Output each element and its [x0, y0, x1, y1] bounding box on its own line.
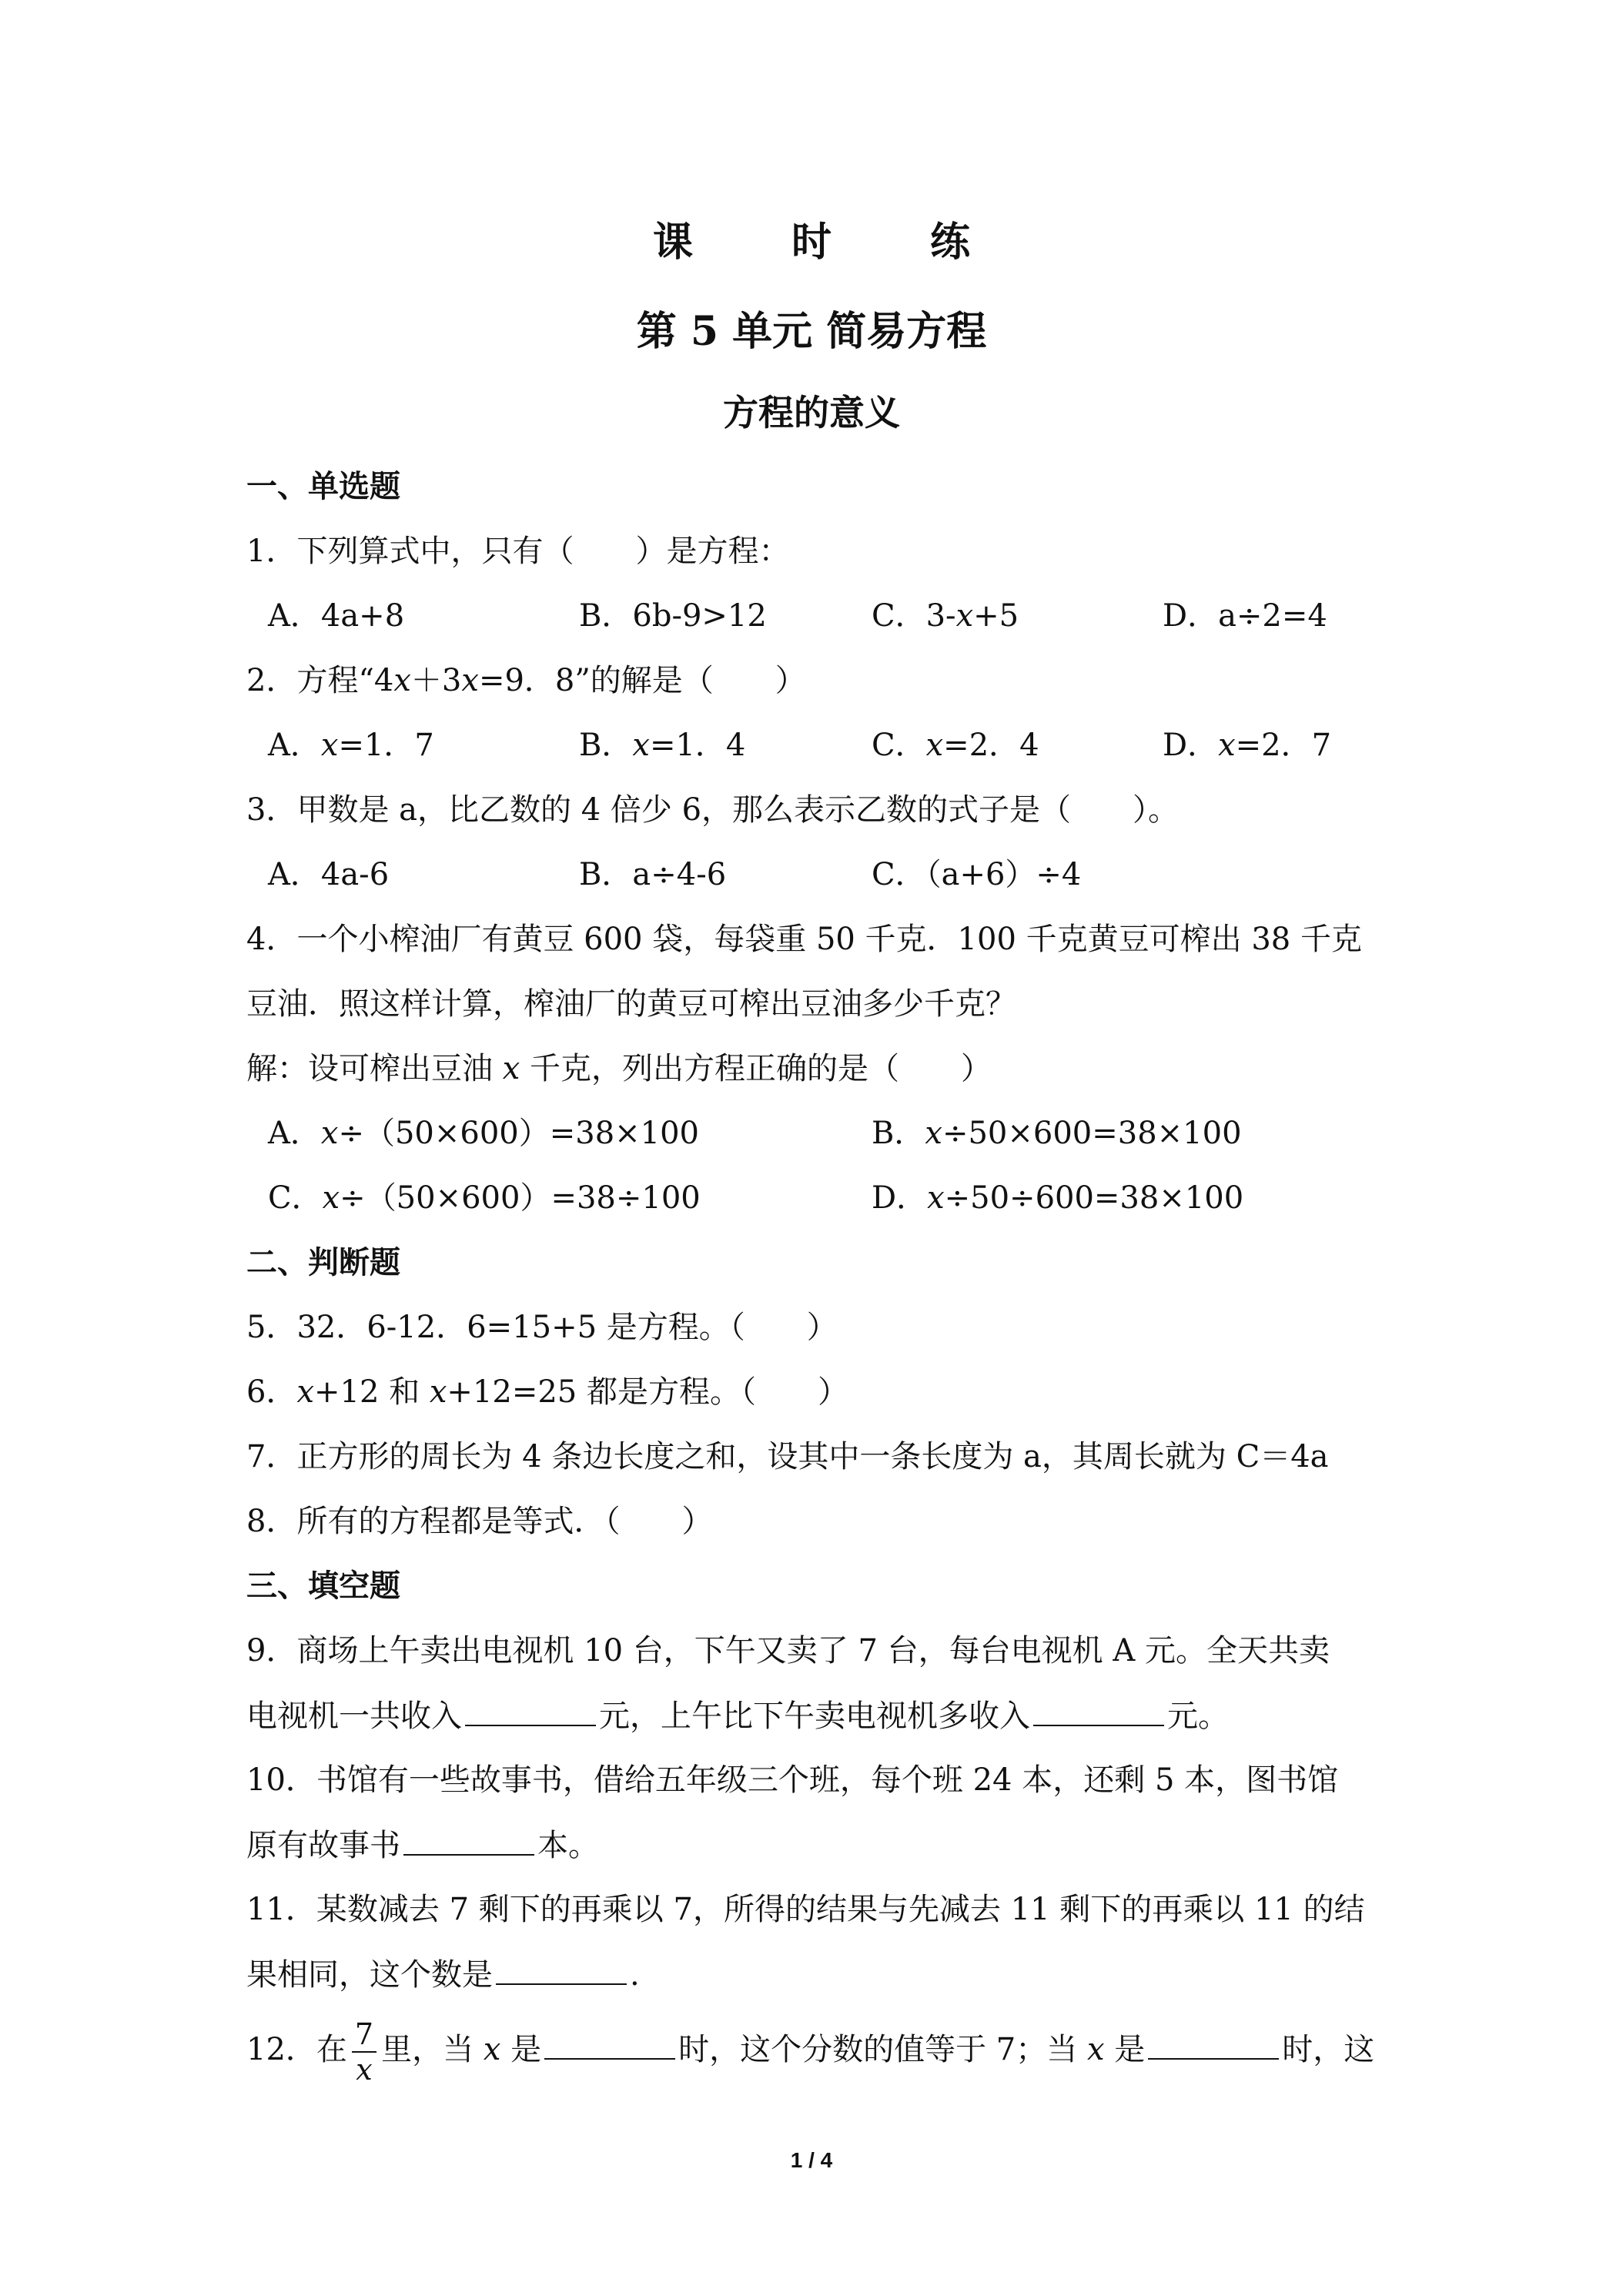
q2-option-a: A．x=1．7: [268, 728, 434, 763]
question-4-line-1: 4．一个小榨油厂有黄豆 600 袋，每袋重 50 千克．100 千克黄豆可榨出 38 千克: [246, 922, 1362, 957]
q1-option-a: A．4a+8: [268, 598, 405, 634]
q1-option-c: C．3-x+5: [872, 598, 1019, 634]
answer-blank[interactable]: [465, 1694, 596, 1726]
answer-blank[interactable]: [496, 1953, 627, 1985]
question-2-stem: 2．方程“4x＋3x=9．8”的解是（ ）: [246, 663, 806, 698]
unit-title: 第 5 单元 简易方程: [636, 308, 987, 355]
question-1-stem: 1．下列算式中，只有（ ）是方程：: [246, 534, 790, 569]
q4-option-a: A．x÷（50×600）=38×100: [268, 1116, 700, 1151]
question-9-line-1: 9．商场上午卖出电视机 10 台，下午又卖了 7 台，每台电视机 A 元。全天共卖: [246, 1633, 1330, 1668]
question-4-line-2: 豆油．照这样计算，榨油厂的黄豆可榨出豆油多少千克？: [246, 986, 1016, 1022]
section-heading-fill-blank: 三、填空题: [246, 1568, 400, 1604]
question-11-line-2: 果相同，这个数是 .: [246, 1953, 640, 1996]
q3-option-a: A．4a-6: [268, 857, 390, 892]
answer-blank[interactable]: [403, 1823, 534, 1856]
page-number: 1 / 4: [790, 2148, 833, 2172]
question-8: 8．所有的方程都是等式．（ ）: [246, 1504, 713, 1539]
q2-option-d: D．x=2．7: [1163, 728, 1332, 763]
section-heading-single-choice: 一、单选题: [246, 468, 400, 504]
question-7: 7．正方形的周长为 4 条边长度之和，设其中一条长度为 a，其周长就为 C＝4a: [246, 1439, 1329, 1474]
q2-option-c: C．x=2．4: [872, 728, 1039, 763]
question-11-line-1: 11．某数减去 7 剩下的再乘以 7，所得的结果与先减去 11 剩下的再乘以 11 的结: [246, 1892, 1365, 1927]
q4-option-d: D．x÷50÷600=38×100: [872, 1180, 1244, 1216]
answer-blank[interactable]: [544, 2027, 675, 2060]
answer-blank[interactable]: [1033, 1694, 1164, 1726]
question-10-line-2: 原有故事书 本。: [246, 1823, 599, 1867]
q4-option-c: C．x÷（50×600）=38÷100: [268, 1180, 701, 1216]
question-3-stem: 3．甲数是 a，比乙数的 4 倍少 6，那么表示乙数的式子是（ ）。: [246, 792, 1180, 828]
question-12: 12．在 $\frac{7}{x}$ 里，当 x 是 时，这个分数的值等于 7；当 x 是 时，这: [246, 2017, 1375, 2087]
q3-option-c: C．（a+6）÷4: [872, 857, 1082, 892]
q1-option-d: D．a÷2=4: [1163, 598, 1327, 634]
answer-blank[interactable]: [1148, 2027, 1279, 2060]
question-4-line-3: 解：设可榨出豆油 x 千克，列出方程正确的是（ ）: [246, 1051, 992, 1086]
fraction: $\frac{7}{x}$: [352, 2017, 376, 2087]
q2-option-b: B．x=1．4: [579, 728, 746, 763]
question-6: 6．x+12 和 x+12=25 都是方程。（ ）: [246, 1374, 848, 1410]
q3-option-b: B．a÷4-6: [579, 857, 727, 892]
section-heading-true-false: 二、判断题: [246, 1244, 400, 1280]
lesson-title: 方程的意义: [723, 392, 900, 433]
q4-option-b: B．x÷50×600=38×100: [872, 1116, 1242, 1151]
question-5: 5．32．6-12．6=15+5 是方程。（ ）: [246, 1310, 838, 1345]
question-9-line-2: 电视机一共收入 元，上午比下午卖电视机多收入 元。: [246, 1694, 1229, 1738]
question-10-line-1: 10．书馆有一些故事书，借给五年级三个班，每个班 24 本，还剩 5 本，图书馆: [246, 1762, 1339, 1798]
page-title: 课 时 练: [652, 219, 999, 266]
q1-option-b: B．6b-9>12: [579, 598, 767, 634]
